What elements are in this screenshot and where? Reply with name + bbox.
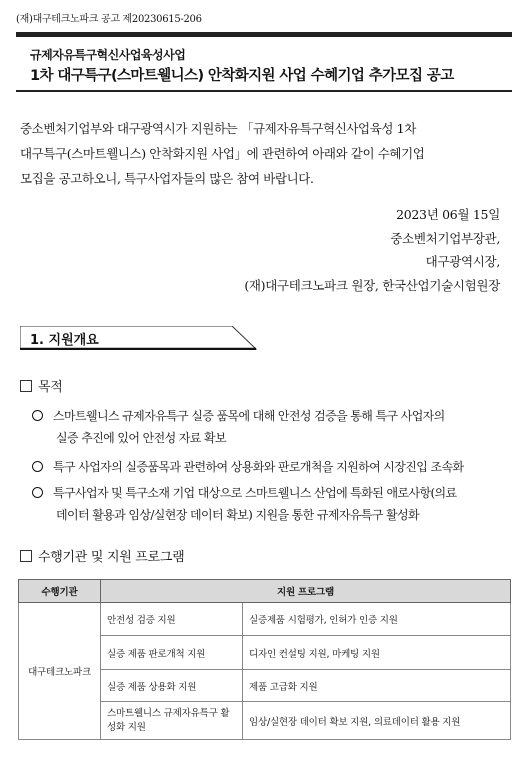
square-bullet-icon bbox=[20, 380, 32, 392]
program-desc-cell: 임상/실현장 데이터 확보 지원, 의료데이터 활용 지원 bbox=[243, 702, 511, 740]
title-top-bar bbox=[16, 32, 512, 37]
purpose-item: 스마트웰니스 규제자유특구 실증 품목에 대해 안전성 검증을 통해 특구 사업자의 실증 추진에 있어 안전성 자료 확보 bbox=[32, 405, 512, 449]
program-name-cell: 실증 제품 상용화 지원 bbox=[101, 670, 243, 702]
program-desc-cell: 실증제품 시험평가, 인허가 인증 지원 bbox=[243, 603, 511, 636]
intro-paragraph bbox=[20, 116, 508, 191]
document-subtitle: 규제자유특구혁신사업육성사업 bbox=[30, 48, 186, 62]
circle-bullet-icon bbox=[32, 487, 43, 498]
program-name-cell: 실증 제품 판로개척 지원 bbox=[101, 636, 243, 670]
program-name-cell: 안전성 검증 지원 bbox=[101, 603, 243, 636]
circle-bullet-icon bbox=[32, 461, 43, 472]
section-header bbox=[20, 326, 260, 350]
program-desc-cell: 제품 고급화 지원 bbox=[243, 670, 511, 702]
table-row bbox=[19, 603, 511, 636]
title-underline bbox=[16, 90, 512, 92]
circle-bullet-icon bbox=[32, 410, 43, 421]
signatory-line: 중소벤처기업부장관, bbox=[390, 230, 500, 246]
intro-line: 대구특구(스마트웰니스) 안착화지원 사업」에 관련하여 아래와 같이 수혜기업 bbox=[20, 146, 425, 161]
program-name-cell: 스마트웰니스 규제자유특구 활성화 지원 bbox=[101, 702, 243, 740]
program-desc-cell: 디자인 컨설팅 지원, 마케팅 지원 bbox=[243, 636, 511, 670]
notice-date: 2023년 06월 15일 bbox=[396, 207, 500, 222]
program-heading: 수행기관 및 지원 프로그램 bbox=[20, 546, 184, 565]
column-header: 지원 프로그램 bbox=[101, 580, 511, 603]
section-title: 1. 지원개요 bbox=[30, 333, 99, 348]
purpose-item: 특구 사업자의 실증품목과 관련하여 상용화와 판로개척을 지원하여 시장진입 조속화 bbox=[32, 456, 512, 478]
intro-line: 모집을 공고하오니, 특구사업자들의 많은 참여 바랍니다. bbox=[20, 171, 314, 186]
column-header: 수행기관 bbox=[19, 580, 101, 603]
signature-block bbox=[244, 203, 500, 297]
purpose-item: 특구사업자 및 특구소재 기업 대상으로 스마트웰니스 산업에 특화된 애로사항(의료 데이터 활용과 임상/실현장 데이터 확보) 지원을 통한 규제자유특구 활성화 bbox=[32, 482, 512, 526]
purpose-heading: 목적 bbox=[20, 376, 63, 395]
program-table bbox=[18, 579, 511, 740]
document-title: 1차 대구특구(스마트웰니스) 안착화지원 사업 수혜기업 추가모집 공고 bbox=[30, 68, 454, 84]
square-bullet-icon bbox=[20, 550, 32, 562]
org-cell: 대구테크노파크 bbox=[19, 603, 101, 740]
table-header-row bbox=[19, 580, 511, 603]
intro-line: 중소벤처기업부와 대구광역시가 지원하는 「규제자유특구혁신사업육성 1차 bbox=[20, 121, 416, 136]
signatory-line: 대구광역시장, bbox=[425, 254, 500, 269]
signatory-line: (재)대구테크노파크 원장, 한국산업기술시험원장 bbox=[244, 277, 500, 293]
notice-number: (재)대구테크노파크 공고 제20230615-206 bbox=[16, 14, 202, 25]
